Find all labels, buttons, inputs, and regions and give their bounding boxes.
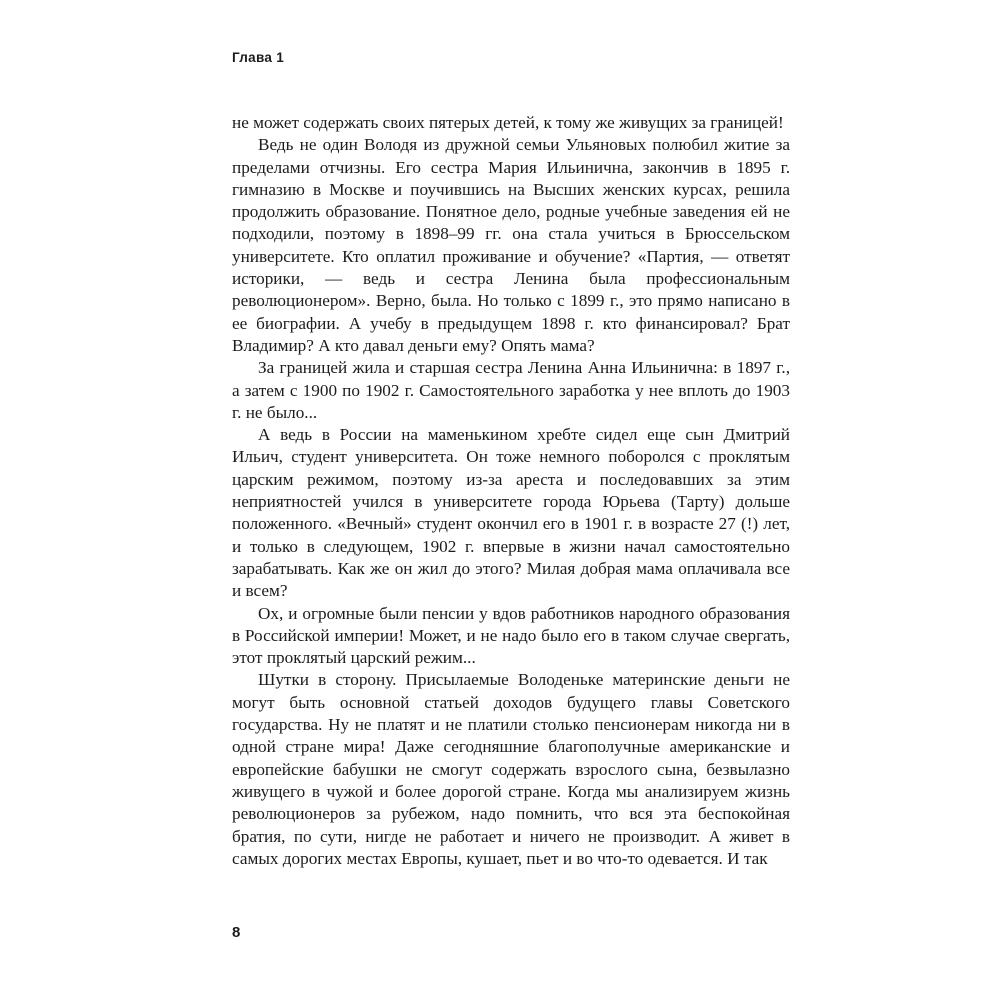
paragraph: Ведь не один Володя из дружной семьи Ульяновых полюбил житие за пределами отчизны. Его сестра Мария Ильинична, закончив в 1895 г. гимназию в Москве и поучившись на Высших женских курсах, решила продолжить образование. Понятное дело, родные учебные заведения ей не подходили, поэтому в 1898–99 гг. она стала учиться в Брюссельском университете. Кто оплатил проживание и обучение? «Партия, — ответят историки, — ведь и сестра Ленина была профессиональным революционером». Верно, была. Но только с 1899 г., это прямо написано в ее биографии. А учебу в предыдущем 1898 г. кто финансировал? Брат Владимир? А кто давал деньги ему? Опять мама? xyxy=(232,135,790,355)
paragraph: не может содержать своих пятерых детей, к тому же живущих за границей! xyxy=(232,113,784,132)
paragraph: Ох, и огромные были пенсии у вдов работников народного образования в Российской империи! Может, и не надо было его в таком случае свергать, этот проклятый царский режим... xyxy=(232,603,790,668)
paragraph: За границей жила и старшая сестра Ленина Анна Ильинична: в 1897 г., а затем с 1900 по 1902 г. Самостоятельного заработка у нее вплоть до 1903 г. не было... xyxy=(232,358,790,422)
text-block xyxy=(232,112,790,870)
page-number: 8 xyxy=(232,924,241,941)
paragraph: А ведь в России на маменькином хребте сидел еще сын Дмитрий Ильич, студент университета. Он тоже немного поборолся с проклятым царским режимом, поэтому из-за ареста и последовавших за этим неприятностей учился в университете города Юрьева (Тарту) дольше положенного. «Вечный» студент окончил его в 1901 г. в возрасте 27 (!) лет, и только в следующем, 1902 г. впервые в жизни начал самостоятельно зарабатывать. Как же он жил до этого? Милая добрая мама оплачивала все и всем? xyxy=(232,425,790,601)
chapter-header: Глава 1 xyxy=(232,50,285,65)
paragraph: Шутки в сторону. Присылаемые Володеньке материнские деньги не могут быть основной статьей доходов будущего главы Советского государства. Ну не платят и не платили столько пенсионерам никогда ни в одной стране мира! Даже сегодняшние благополучные американские и европейские бабушки не смогут содержать взрослого сына, безвылазно живущего в чужой и более дорогой стране. Когда мы анализируем жизнь революционеров за рубежом, надо помнить, что вся эта беспокойная братия, по сути, нигде не работает и ничего не производит. А живет в самых дорогих местах Европы, кушает, пьет и во что-то одевается. И так xyxy=(232,670,790,868)
